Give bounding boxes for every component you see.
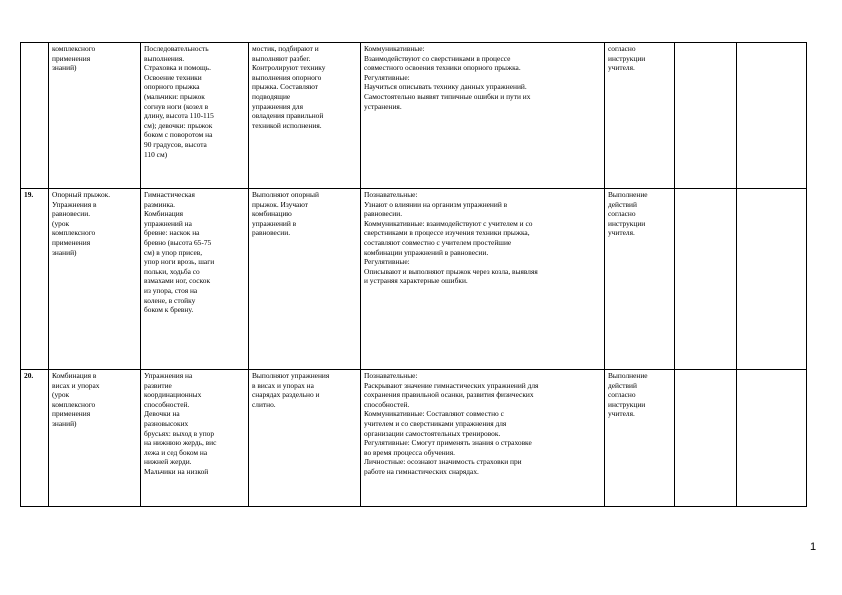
empty-cell bbox=[737, 43, 807, 189]
lesson-plan-table bbox=[20, 42, 807, 507]
table-row bbox=[21, 189, 807, 370]
student-activity-cell: Выполняют упражнения в висах и упорах на снарядах раздельно и слитно. bbox=[249, 370, 361, 507]
lesson-content-cell: Последовательность выполнения. Страховка и помощь. Освоение техники опорного прыжка (мальчики: прыжок согнув ноги (козел в длину, высота 110-115 см); девочки: прыжок боком с поворотом на 90 градусов, высота 110 см) bbox=[141, 43, 249, 189]
empty-cell bbox=[675, 189, 737, 370]
control-form-cell: согласно инструкции учителя. bbox=[605, 43, 675, 189]
lesson-content-cell: Упражнения на развитие координационных способностей. Девочки на разновысоких брусьях: выход в упор на нижнюю жердь, вис лежа и сед боком на нижней жерди. Мальчики на низкой bbox=[141, 370, 249, 507]
lesson-topic-cell: комплексного применения знаний) bbox=[49, 43, 141, 189]
lesson-number-cell bbox=[21, 43, 49, 189]
lesson-number-cell: 19. bbox=[21, 189, 49, 370]
lesson-topic-cell: Опорный прыжок. Упражнения в равновесии. (урок комплексного применения знаний) bbox=[49, 189, 141, 370]
student-activity-cell: Выполняют опорный прыжок. Изучают комбинацию упражнений в равновесии. bbox=[249, 189, 361, 370]
empty-cell bbox=[737, 370, 807, 507]
empty-cell bbox=[675, 43, 737, 189]
lesson-topic-cell: Комбинация в висах и упорах (урок комплексного применения знаний) bbox=[49, 370, 141, 507]
control-form-cell: Выполнение действий согласно инструкции учителя. bbox=[605, 189, 675, 370]
student-activity-cell: мостик, подбирают и выполняют разбег. Контролируют технику выполнения опорного прыжка. Составляют подводящие упражнения для овладения правильной техникой исполнения. bbox=[249, 43, 361, 189]
lesson-content-cell: Гимнастическая разминка. Комбинация упражнений на бревне: наскок на бревно (высота 65-75 см) в упор присев, упор ноги врозь, шаги польки, ходьба со взмахами ног, соскок из упора, стоя на колене, в стойку боком к бревну. bbox=[141, 189, 249, 370]
lesson-number-cell: 20. bbox=[21, 370, 49, 507]
learning-actions-cell: Познавательные: Узнают о влиянии на организм упражнений в равновесии. Коммуникативные: взаимодействуют с учителем и со сверстниками в процессе изучения техники прыжка, составляют совместно с учителем простейшие комбинации упражнений в равновесии. Регулятивные: Описывают и выполняют прыжок через козла, выявляя и устраняя характерные ошибки. bbox=[361, 189, 605, 370]
empty-cell bbox=[675, 370, 737, 507]
empty-cell bbox=[737, 189, 807, 370]
table-row bbox=[21, 43, 807, 189]
learning-actions-cell: Познавательные: Раскрывают значение гимнастических упражнений для сохранения правильной осанки, развития физических способностей. Коммуникативные: Составляют совместно с учителем и со сверстниками упражнения для организации самостоятельных тренировок. Регулятивные: Смогут применять знания о страховке во время процесса обучения. Личностные: осознают значимость страховки при работе на гимнастических снарядах. bbox=[361, 370, 605, 507]
control-form-cell: Выполнение действий согласно инструкции учителя. bbox=[605, 370, 675, 507]
learning-actions-cell: Коммуникативные: Взаимодействуют со сверстниками в процессе совместного освоения техники опорного прыжка. Регулятивные: Научиться описывать технику данных упражнений. Самостоятельно выявят типичные ошибки и пути их устранения. bbox=[361, 43, 605, 189]
page-number: 1 bbox=[810, 541, 817, 553]
table-row bbox=[21, 370, 807, 507]
